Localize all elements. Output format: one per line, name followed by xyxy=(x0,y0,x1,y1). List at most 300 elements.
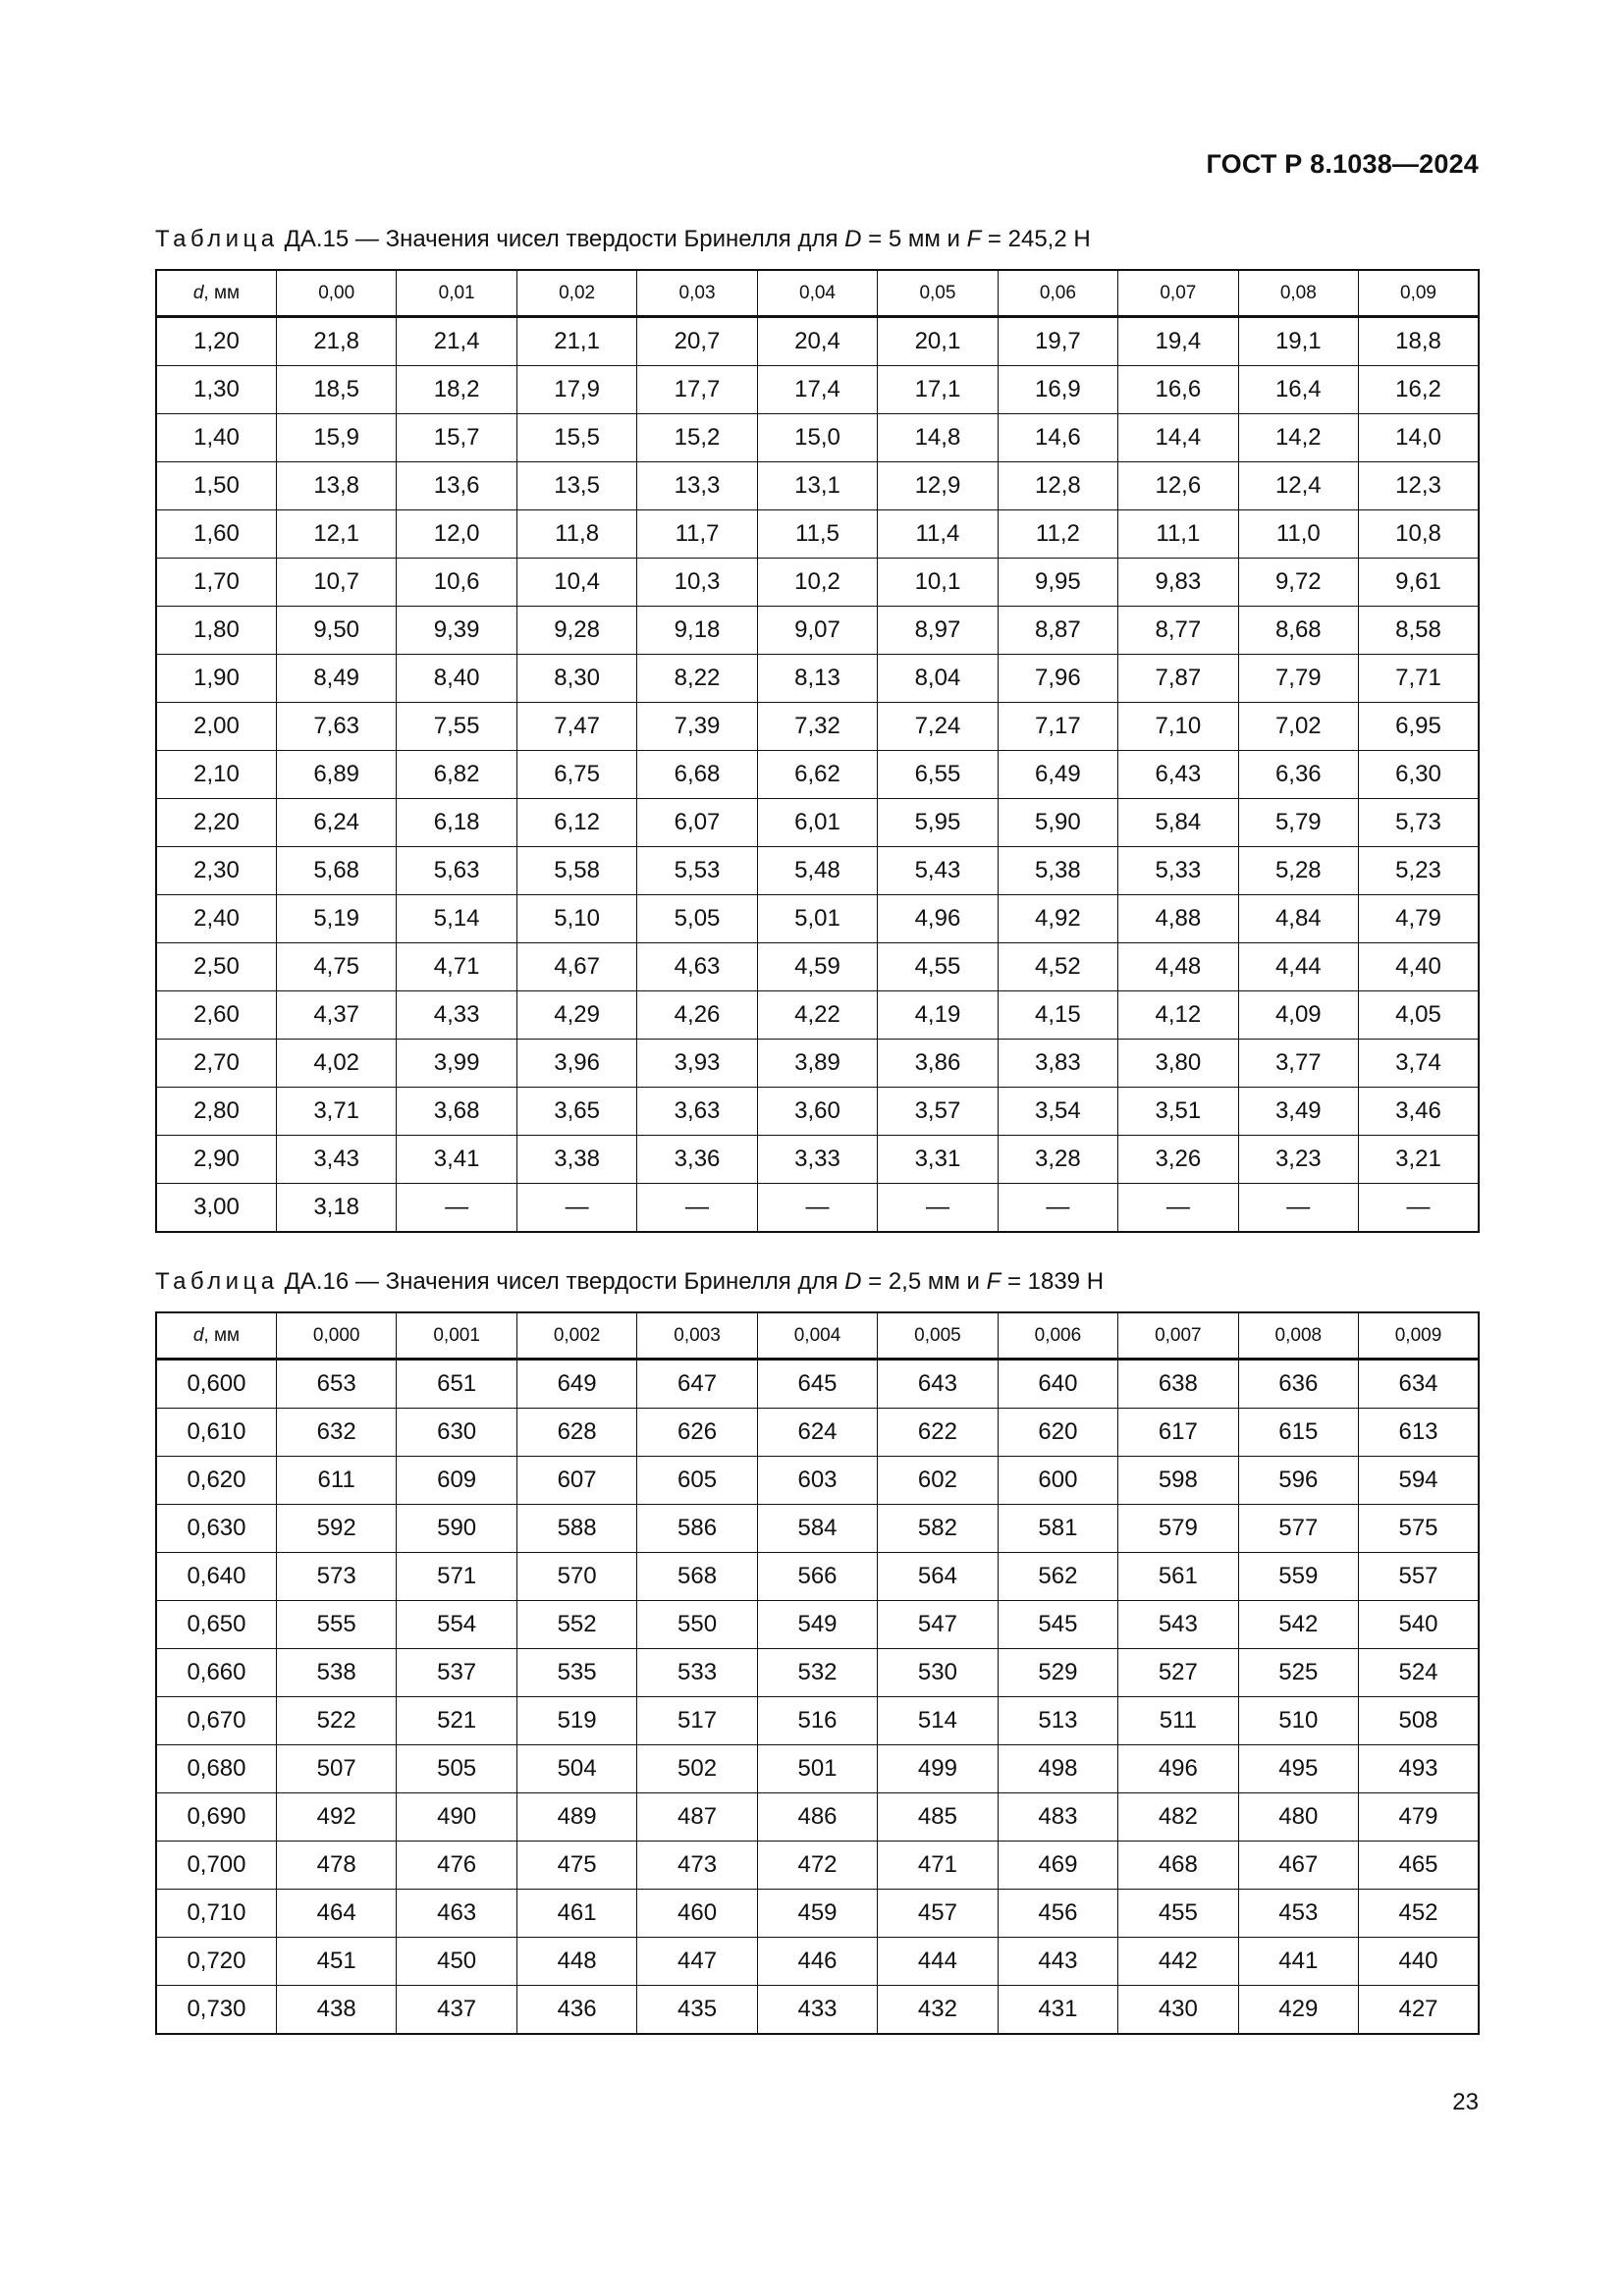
value-cell: 542 xyxy=(1238,1601,1358,1649)
value-cell: 7,02 xyxy=(1238,703,1358,751)
value-cell: 507 xyxy=(276,1745,396,1793)
value-cell: — xyxy=(637,1184,757,1233)
value-cell: — xyxy=(878,1184,998,1233)
value-cell: 552 xyxy=(516,1601,636,1649)
value-cell: 16,6 xyxy=(1118,366,1238,414)
value-cell: 498 xyxy=(998,1745,1117,1793)
value-cell: 5,58 xyxy=(516,847,636,895)
value-cell: 11,5 xyxy=(757,510,877,559)
value-cell: 5,05 xyxy=(637,895,757,943)
value-cell: 15,0 xyxy=(757,414,877,462)
value-cell: 3,28 xyxy=(998,1136,1117,1184)
value-cell: 18,5 xyxy=(276,366,396,414)
value-cell: 20,7 xyxy=(637,317,757,366)
value-cell: 6,12 xyxy=(516,799,636,847)
value-cell: 5,84 xyxy=(1118,799,1238,847)
value-cell: 535 xyxy=(516,1649,636,1697)
row-key-cell: 2,00 xyxy=(156,703,276,751)
value-cell: 9,95 xyxy=(998,559,1117,607)
row-key-cell: 2,90 xyxy=(156,1136,276,1184)
row-key-cell: 0,650 xyxy=(156,1601,276,1649)
table-row xyxy=(156,1040,1479,1088)
value-cell: 511 xyxy=(1118,1697,1238,1745)
value-cell: 8,30 xyxy=(516,655,636,703)
value-cell: 647 xyxy=(637,1360,757,1409)
value-cell: 451 xyxy=(276,1938,396,1986)
column-header: 0,03 xyxy=(637,270,757,317)
value-cell: 12,4 xyxy=(1238,462,1358,510)
table-row xyxy=(156,799,1479,847)
value-cell: 634 xyxy=(1359,1360,1479,1409)
value-cell: 471 xyxy=(878,1842,998,1890)
table-row xyxy=(156,703,1479,751)
value-cell: 516 xyxy=(757,1697,877,1745)
value-cell: 600 xyxy=(998,1457,1117,1505)
value-cell: 11,1 xyxy=(1118,510,1238,559)
value-cell: 3,38 xyxy=(516,1136,636,1184)
value-cell: 611 xyxy=(276,1457,396,1505)
row-key-cell: 0,610 xyxy=(156,1409,276,1457)
value-cell: 7,87 xyxy=(1118,655,1238,703)
value-cell: 3,71 xyxy=(276,1088,396,1136)
value-cell: 6,82 xyxy=(397,751,516,799)
value-cell: 6,36 xyxy=(1238,751,1358,799)
value-cell: 8,77 xyxy=(1118,607,1238,655)
row-key-cell: 0,700 xyxy=(156,1842,276,1890)
value-cell: 613 xyxy=(1359,1409,1479,1457)
f-value: = 245,2 Н xyxy=(981,226,1091,252)
value-cell: 9,28 xyxy=(516,607,636,655)
value-cell: 465 xyxy=(1359,1842,1479,1890)
value-cell: 588 xyxy=(516,1505,636,1553)
value-cell: 3,21 xyxy=(1359,1136,1479,1184)
value-cell: 653 xyxy=(276,1360,396,1409)
value-cell: 577 xyxy=(1238,1505,1358,1553)
value-cell: 8,68 xyxy=(1238,607,1358,655)
row-key-cell: 0,710 xyxy=(156,1890,276,1938)
table-row xyxy=(156,510,1479,559)
row-key-cell: 2,70 xyxy=(156,1040,276,1088)
value-cell: 15,7 xyxy=(397,414,516,462)
row-key-cell: 1,90 xyxy=(156,655,276,703)
value-cell: 3,36 xyxy=(637,1136,757,1184)
value-cell: 463 xyxy=(397,1890,516,1938)
value-cell: 3,99 xyxy=(397,1040,516,1088)
value-cell: 468 xyxy=(1118,1842,1238,1890)
value-cell: 8,97 xyxy=(878,607,998,655)
value-cell: 624 xyxy=(757,1409,877,1457)
value-cell: 4,71 xyxy=(397,943,516,991)
value-cell: 467 xyxy=(1238,1842,1358,1890)
value-cell: 12,3 xyxy=(1359,462,1479,510)
table-row xyxy=(156,607,1479,655)
caption-text: — Значения чисел твердости Бринелля для xyxy=(349,226,845,252)
table-row xyxy=(156,1136,1479,1184)
value-cell: 469 xyxy=(998,1842,1117,1890)
value-cell: 13,8 xyxy=(276,462,396,510)
value-cell: 10,8 xyxy=(1359,510,1479,559)
value-cell: 521 xyxy=(397,1697,516,1745)
table-row xyxy=(156,1938,1479,1986)
value-cell: 4,40 xyxy=(1359,943,1479,991)
value-cell: 9,50 xyxy=(276,607,396,655)
value-cell: 584 xyxy=(757,1505,877,1553)
value-cell: 3,43 xyxy=(276,1136,396,1184)
value-cell: 14,6 xyxy=(998,414,1117,462)
value-cell: 12,0 xyxy=(397,510,516,559)
value-cell: 6,55 xyxy=(878,751,998,799)
value-cell: 4,19 xyxy=(878,991,998,1040)
table-row xyxy=(156,1649,1479,1697)
value-cell: 533 xyxy=(637,1649,757,1697)
value-cell: 10,6 xyxy=(397,559,516,607)
table-row xyxy=(156,1409,1479,1457)
value-cell: 5,33 xyxy=(1118,847,1238,895)
value-cell: 5,48 xyxy=(757,847,877,895)
value-cell: 7,55 xyxy=(397,703,516,751)
value-cell: 7,24 xyxy=(878,703,998,751)
table-number: ДА.16 xyxy=(284,1268,350,1295)
value-cell: 441 xyxy=(1238,1938,1358,1986)
value-cell: 6,18 xyxy=(397,799,516,847)
value-cell: 4,52 xyxy=(998,943,1117,991)
value-cell: 14,8 xyxy=(878,414,998,462)
table-row xyxy=(156,991,1479,1040)
value-cell: 4,12 xyxy=(1118,991,1238,1040)
value-cell: 561 xyxy=(1118,1553,1238,1601)
row-key-cell: 0,660 xyxy=(156,1649,276,1697)
value-cell: 496 xyxy=(1118,1745,1238,1793)
value-cell: 514 xyxy=(878,1697,998,1745)
value-cell: 10,4 xyxy=(516,559,636,607)
row-key-cell: 0,620 xyxy=(156,1457,276,1505)
value-cell: 6,30 xyxy=(1359,751,1479,799)
value-cell: 19,4 xyxy=(1118,317,1238,366)
value-cell: 508 xyxy=(1359,1697,1479,1745)
table-row xyxy=(156,943,1479,991)
value-cell: 4,26 xyxy=(637,991,757,1040)
value-cell: 549 xyxy=(757,1601,877,1649)
table-row xyxy=(156,1890,1479,1938)
value-cell: 575 xyxy=(1359,1505,1479,1553)
value-cell: 632 xyxy=(276,1409,396,1457)
value-cell: 17,7 xyxy=(637,366,757,414)
value-cell: 13,5 xyxy=(516,462,636,510)
value-cell: 461 xyxy=(516,1890,636,1938)
column-header-d: d, мм xyxy=(156,270,276,317)
value-cell: 431 xyxy=(998,1986,1117,2035)
value-cell: 545 xyxy=(998,1601,1117,1649)
value-cell: 3,65 xyxy=(516,1088,636,1136)
value-cell: 17,4 xyxy=(757,366,877,414)
value-cell: 10,3 xyxy=(637,559,757,607)
value-cell: — xyxy=(516,1184,636,1233)
value-cell: 4,84 xyxy=(1238,895,1358,943)
value-cell: 5,14 xyxy=(397,895,516,943)
table-row xyxy=(156,751,1479,799)
value-cell: 7,63 xyxy=(276,703,396,751)
value-cell: 442 xyxy=(1118,1938,1238,1986)
row-key-cell: 1,60 xyxy=(156,510,276,559)
value-cell: 446 xyxy=(757,1938,877,1986)
column-header: 0,001 xyxy=(397,1312,516,1360)
value-cell: 5,43 xyxy=(878,847,998,895)
value-cell: 5,63 xyxy=(397,847,516,895)
header-row xyxy=(156,270,1479,317)
value-cell: 19,1 xyxy=(1238,317,1358,366)
value-cell: 9,39 xyxy=(397,607,516,655)
table-row xyxy=(156,1457,1479,1505)
value-cell: 7,96 xyxy=(998,655,1117,703)
value-cell: 482 xyxy=(1118,1793,1238,1842)
f-value: = 1839 Н xyxy=(1001,1268,1105,1295)
row-key-cell: 1,80 xyxy=(156,607,276,655)
value-cell: 4,33 xyxy=(397,991,516,1040)
column-header: 0,05 xyxy=(878,270,998,317)
value-cell: 16,9 xyxy=(998,366,1117,414)
table-caption-da15 xyxy=(155,226,1091,253)
d-value: = 5 мм и xyxy=(861,226,967,252)
value-cell: 7,39 xyxy=(637,703,757,751)
d-symbol: D xyxy=(844,226,862,252)
value-cell: 450 xyxy=(397,1938,516,1986)
column-header: 0,006 xyxy=(998,1312,1117,1360)
value-cell: 456 xyxy=(998,1890,1117,1938)
table-row xyxy=(156,847,1479,895)
row-key-cell: 2,60 xyxy=(156,991,276,1040)
value-cell: 559 xyxy=(1238,1553,1358,1601)
value-cell: 527 xyxy=(1118,1649,1238,1697)
value-cell: 4,48 xyxy=(1118,943,1238,991)
value-cell: 3,31 xyxy=(878,1136,998,1184)
value-cell: 537 xyxy=(397,1649,516,1697)
row-key-cell: 0,630 xyxy=(156,1505,276,1553)
table-row xyxy=(156,655,1479,703)
value-cell: 8,22 xyxy=(637,655,757,703)
column-header: 0,002 xyxy=(516,1312,636,1360)
value-cell: 12,1 xyxy=(276,510,396,559)
value-cell: 7,47 xyxy=(516,703,636,751)
value-cell: 487 xyxy=(637,1793,757,1842)
value-cell: 651 xyxy=(397,1360,516,1409)
value-cell: 598 xyxy=(1118,1457,1238,1505)
table-header xyxy=(156,1312,1479,1360)
value-cell: 444 xyxy=(878,1938,998,1986)
value-cell: 5,53 xyxy=(637,847,757,895)
value-cell: 14,4 xyxy=(1118,414,1238,462)
value-cell: 432 xyxy=(878,1986,998,2035)
value-cell: 493 xyxy=(1359,1745,1479,1793)
value-cell: 457 xyxy=(878,1890,998,1938)
value-cell: 21,8 xyxy=(276,317,396,366)
column-header: 0,00 xyxy=(276,270,396,317)
table-row xyxy=(156,1697,1479,1745)
row-key-cell: 0,720 xyxy=(156,1938,276,1986)
value-cell: 5,01 xyxy=(757,895,877,943)
value-cell: 5,79 xyxy=(1238,799,1358,847)
value-cell: 9,61 xyxy=(1359,559,1479,607)
value-cell: 11,8 xyxy=(516,510,636,559)
value-cell: 5,23 xyxy=(1359,847,1479,895)
column-header: 0,004 xyxy=(757,1312,877,1360)
value-cell: 21,1 xyxy=(516,317,636,366)
value-cell: 6,68 xyxy=(637,751,757,799)
value-cell: 455 xyxy=(1118,1890,1238,1938)
caption-text: — Значения чисел твердости Бринелля для xyxy=(349,1268,845,1295)
value-cell: 430 xyxy=(1118,1986,1238,2035)
value-cell: 3,23 xyxy=(1238,1136,1358,1184)
value-cell: — xyxy=(1118,1184,1238,1233)
row-key-cell: 1,40 xyxy=(156,414,276,462)
value-cell: 10,7 xyxy=(276,559,396,607)
value-cell: 486 xyxy=(757,1793,877,1842)
value-cell: 11,0 xyxy=(1238,510,1358,559)
value-cell: 490 xyxy=(397,1793,516,1842)
column-header: 0,007 xyxy=(1118,1312,1238,1360)
value-cell: 3,57 xyxy=(878,1088,998,1136)
value-cell: 8,87 xyxy=(998,607,1117,655)
value-cell: 3,33 xyxy=(757,1136,877,1184)
value-cell: 6,43 xyxy=(1118,751,1238,799)
value-cell: 460 xyxy=(637,1890,757,1938)
table-row xyxy=(156,317,1479,366)
value-cell: 3,26 xyxy=(1118,1136,1238,1184)
value-cell: 602 xyxy=(878,1457,998,1505)
value-cell: 13,6 xyxy=(397,462,516,510)
value-cell: 3,83 xyxy=(998,1040,1117,1088)
value-cell: 517 xyxy=(637,1697,757,1745)
value-cell: 7,17 xyxy=(998,703,1117,751)
value-cell: 7,10 xyxy=(1118,703,1238,751)
value-cell: 638 xyxy=(1118,1360,1238,1409)
value-cell: 573 xyxy=(276,1553,396,1601)
value-cell: 10,2 xyxy=(757,559,877,607)
value-cell: 3,68 xyxy=(397,1088,516,1136)
value-cell: 3,89 xyxy=(757,1040,877,1088)
value-cell: 427 xyxy=(1359,1986,1479,2035)
table-row xyxy=(156,366,1479,414)
value-cell: 609 xyxy=(397,1457,516,1505)
value-cell: 615 xyxy=(1238,1409,1358,1457)
value-cell: — xyxy=(998,1184,1117,1233)
column-header: 0,000 xyxy=(276,1312,396,1360)
table-row xyxy=(156,1986,1479,2035)
value-cell: 568 xyxy=(637,1553,757,1601)
value-cell: 5,28 xyxy=(1238,847,1358,895)
table-row xyxy=(156,1088,1479,1136)
row-key-cell: 2,80 xyxy=(156,1088,276,1136)
value-cell: 12,9 xyxy=(878,462,998,510)
row-key-cell: 0,600 xyxy=(156,1360,276,1409)
value-cell: 3,51 xyxy=(1118,1088,1238,1136)
column-header: 0,09 xyxy=(1359,270,1479,317)
value-cell: 645 xyxy=(757,1360,877,1409)
value-cell: 4,22 xyxy=(757,991,877,1040)
value-cell: 590 xyxy=(397,1505,516,1553)
table-row xyxy=(156,1793,1479,1842)
value-cell: 603 xyxy=(757,1457,877,1505)
value-cell: 438 xyxy=(276,1986,396,2035)
value-cell: 17,1 xyxy=(878,366,998,414)
row-key-cell: 0,680 xyxy=(156,1745,276,1793)
value-cell: 479 xyxy=(1359,1793,1479,1842)
standard-designation: ГОСТ Р 8.1038—2024 xyxy=(1206,149,1479,179)
column-header: 0,04 xyxy=(757,270,877,317)
row-key-cell: 2,30 xyxy=(156,847,276,895)
f-symbol: F xyxy=(966,226,982,252)
value-cell: 640 xyxy=(998,1360,1117,1409)
column-header: 0,02 xyxy=(516,270,636,317)
value-cell: 15,2 xyxy=(637,414,757,462)
value-cell: 3,96 xyxy=(516,1040,636,1088)
value-cell: 3,77 xyxy=(1238,1040,1358,1088)
value-cell: 532 xyxy=(757,1649,877,1697)
value-cell: 594 xyxy=(1359,1457,1479,1505)
value-cell: 13,1 xyxy=(757,462,877,510)
table-row xyxy=(156,1184,1479,1233)
value-cell: 17,9 xyxy=(516,366,636,414)
value-cell: 529 xyxy=(998,1649,1117,1697)
value-cell: 6,89 xyxy=(276,751,396,799)
table-row xyxy=(156,1842,1479,1890)
value-cell: 622 xyxy=(878,1409,998,1457)
value-cell: 538 xyxy=(276,1649,396,1697)
value-cell: 12,8 xyxy=(998,462,1117,510)
value-cell: 8,58 xyxy=(1359,607,1479,655)
value-cell: — xyxy=(397,1184,516,1233)
value-cell: 473 xyxy=(637,1842,757,1890)
value-cell: 8,04 xyxy=(878,655,998,703)
value-cell: 452 xyxy=(1359,1890,1479,1938)
value-cell: 492 xyxy=(276,1793,396,1842)
value-cell: 8,40 xyxy=(397,655,516,703)
value-cell: 16,4 xyxy=(1238,366,1358,414)
value-cell: 6,95 xyxy=(1359,703,1479,751)
f-symbol: F xyxy=(986,1268,1001,1295)
row-key-cell: 1,50 xyxy=(156,462,276,510)
value-cell: 436 xyxy=(516,1986,636,2035)
value-cell: 4,29 xyxy=(516,991,636,1040)
value-cell: 586 xyxy=(637,1505,757,1553)
value-cell: 443 xyxy=(998,1938,1117,1986)
table-label: Таблица xyxy=(155,226,279,252)
hardness-table-da15 xyxy=(155,269,1480,1233)
value-cell: 502 xyxy=(637,1745,757,1793)
value-cell: 4,44 xyxy=(1238,943,1358,991)
value-cell: 10,1 xyxy=(878,559,998,607)
value-cell: 3,60 xyxy=(757,1088,877,1136)
hardness-table-da16 xyxy=(155,1311,1480,2035)
value-cell: 4,59 xyxy=(757,943,877,991)
value-cell: 525 xyxy=(1238,1649,1358,1697)
value-cell: 429 xyxy=(1238,1986,1358,2035)
value-cell: 3,74 xyxy=(1359,1040,1479,1088)
value-cell: 3,54 xyxy=(998,1088,1117,1136)
value-cell: 3,93 xyxy=(637,1040,757,1088)
value-cell: 4,63 xyxy=(637,943,757,991)
value-cell: 15,5 xyxy=(516,414,636,462)
row-key-cell: 1,20 xyxy=(156,317,276,366)
value-cell: 447 xyxy=(637,1938,757,1986)
value-cell: 3,41 xyxy=(397,1136,516,1184)
value-cell: 476 xyxy=(397,1842,516,1890)
table-header xyxy=(156,270,1479,317)
value-cell: 4,67 xyxy=(516,943,636,991)
value-cell: 643 xyxy=(878,1360,998,1409)
value-cell: 9,83 xyxy=(1118,559,1238,607)
value-cell: 14,0 xyxy=(1359,414,1479,462)
value-cell: 9,72 xyxy=(1238,559,1358,607)
